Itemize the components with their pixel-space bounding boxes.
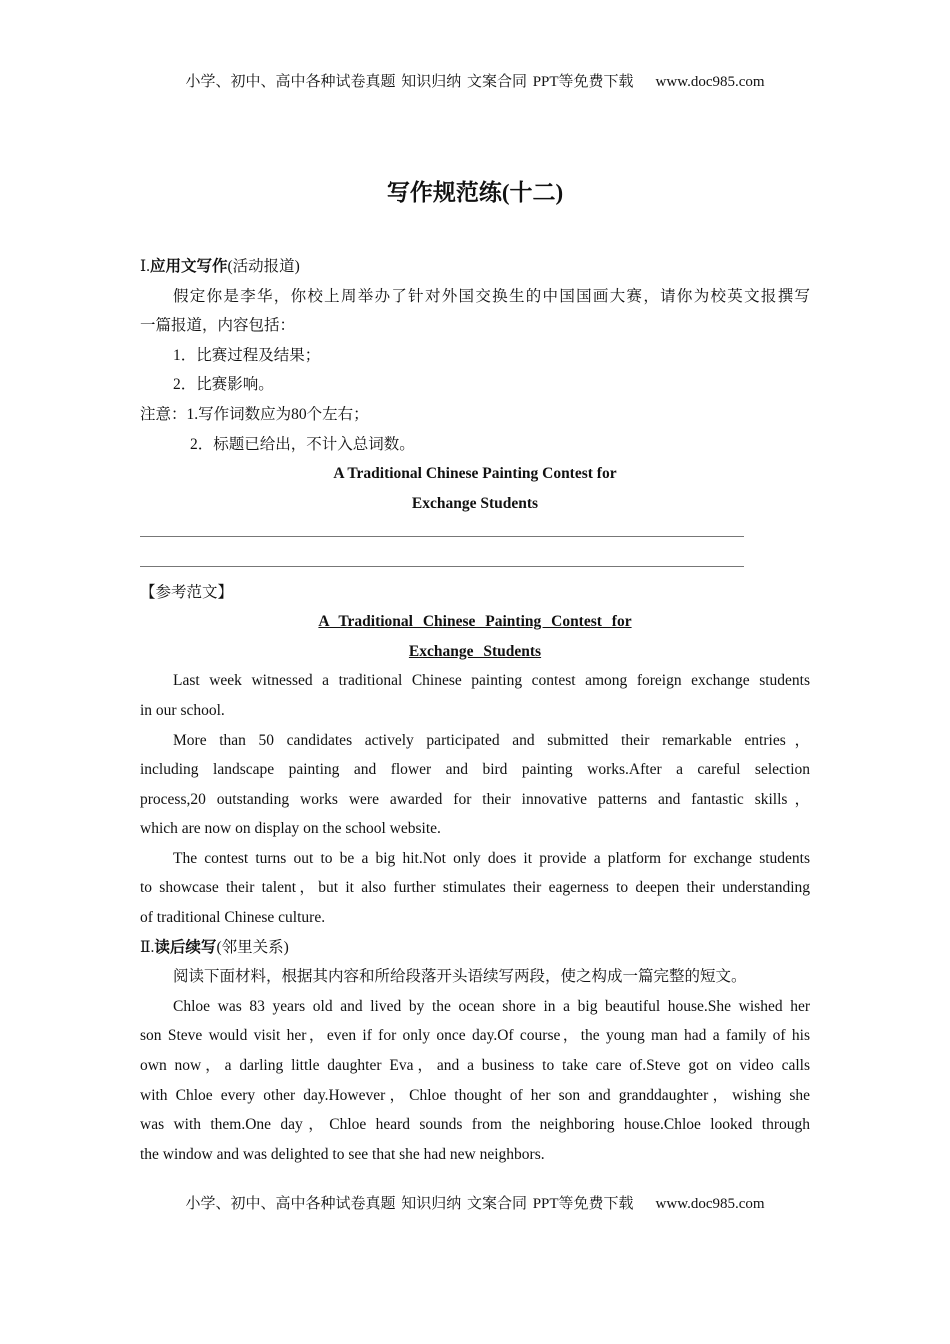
reference-label: 【参考范文】 (140, 583, 234, 601)
section-subtitle: (邻里关系) (216, 938, 289, 956)
section2-heading (140, 933, 810, 963)
passage-line: Chloe was 83 years old and lived by the ocean shore in a big beautiful house.She wished her (173, 997, 810, 1015)
passage-line: the window and was delighted to see that she had new neighbors. (140, 1145, 545, 1163)
answer-line[interactable] (140, 548, 810, 578)
sample-line: The contest turns out to be a big hit.Not only does it provide a platform for exchange students (173, 849, 810, 867)
section-subtitle: (活动报道) (227, 258, 300, 275)
note-line: 注意：1.写作词数应为80个左右； (140, 405, 369, 423)
section-number: Ⅰ. (140, 258, 150, 275)
passage-line: own now，a darling little daughter Eva，and a business to take care of.Steve got on video calls (140, 1057, 810, 1075)
sample-line: which are now on display on the school website. (140, 820, 441, 838)
sample-title (140, 607, 810, 637)
sample-title-line: A Traditional Chinese Painting Contest for (318, 613, 632, 631)
passage-line: with Chloe every other day.However，Chloe thought of her son and granddaughter，wishing she (140, 1086, 810, 1104)
prompt-line: 假定你是李华，你校上周举办了针对外国交换生的中国国画大赛，请你为校英文报撰写 (173, 287, 810, 305)
sample-line: to showcase their talent，but it also further stimulates their eagerness to deepen their understanding (140, 879, 810, 897)
page-header (0, 70, 950, 91)
essay-title: A Traditional Chinese Painting Contest for (333, 465, 617, 483)
header-text: 小学、初中、高中各种试卷真题 知识归纳 文案合同 PPT等免费下载 (185, 74, 634, 90)
answer-line[interactable] (140, 518, 810, 548)
section1-heading (140, 252, 810, 282)
page-title: 写作规范练(十二) (386, 180, 564, 205)
sample-line: Last week witnessed a traditional Chinese painting contest among foreign exchange students (173, 672, 810, 690)
requirement-item: 1．比赛过程及结果； (173, 346, 321, 364)
passage-line: was with them.One day，Chloe heard sounds from the neighboring house.Chloe looked through (140, 1116, 810, 1134)
footer-url[interactable]: www.doc985.com (655, 1196, 765, 1212)
sample-line: process,20 outstanding works were awarded for their innovative patterns and fantastic skills， (140, 790, 810, 808)
note-line: 2．标题已给出，不计入总词数。 (190, 435, 415, 453)
section-title: 应用文写作 (150, 258, 228, 275)
sample-line: in our school. (140, 701, 225, 719)
requirement-item: 2．比赛影响。 (173, 376, 274, 394)
document-body (140, 252, 810, 1169)
sample-title (140, 637, 810, 667)
sample-line: More than 50 candidates actively participated and submitted their remarkable entries， (173, 731, 810, 749)
passage-line: son Steve would visit her，even if for only once day.Of course，the young man had a family of his (140, 1027, 810, 1045)
sample-line: including landscape painting and flower and bird painting works.After a careful selection (140, 761, 810, 779)
essay-title: Exchange Students (411, 494, 539, 512)
footer-text: 小学、初中、高中各种试卷真题 知识归纳 文案合同 PPT等免费下载 (185, 1196, 634, 1212)
instruction-line: 阅读下面材料，根据其内容和所给段落开头语续写两段，使之构成一篇完整的短文。 (173, 968, 747, 986)
sample-title-line: Exchange Students (408, 642, 542, 660)
sample-line: of traditional Chinese culture. (140, 909, 326, 927)
header-url[interactable]: www.doc985.com (655, 74, 765, 90)
prompt-line: 一篇报道，内容包括： (140, 317, 296, 335)
section-number: Ⅱ. (140, 938, 155, 956)
section-title: 读后续写 (154, 938, 217, 956)
page-footer (0, 1192, 950, 1213)
